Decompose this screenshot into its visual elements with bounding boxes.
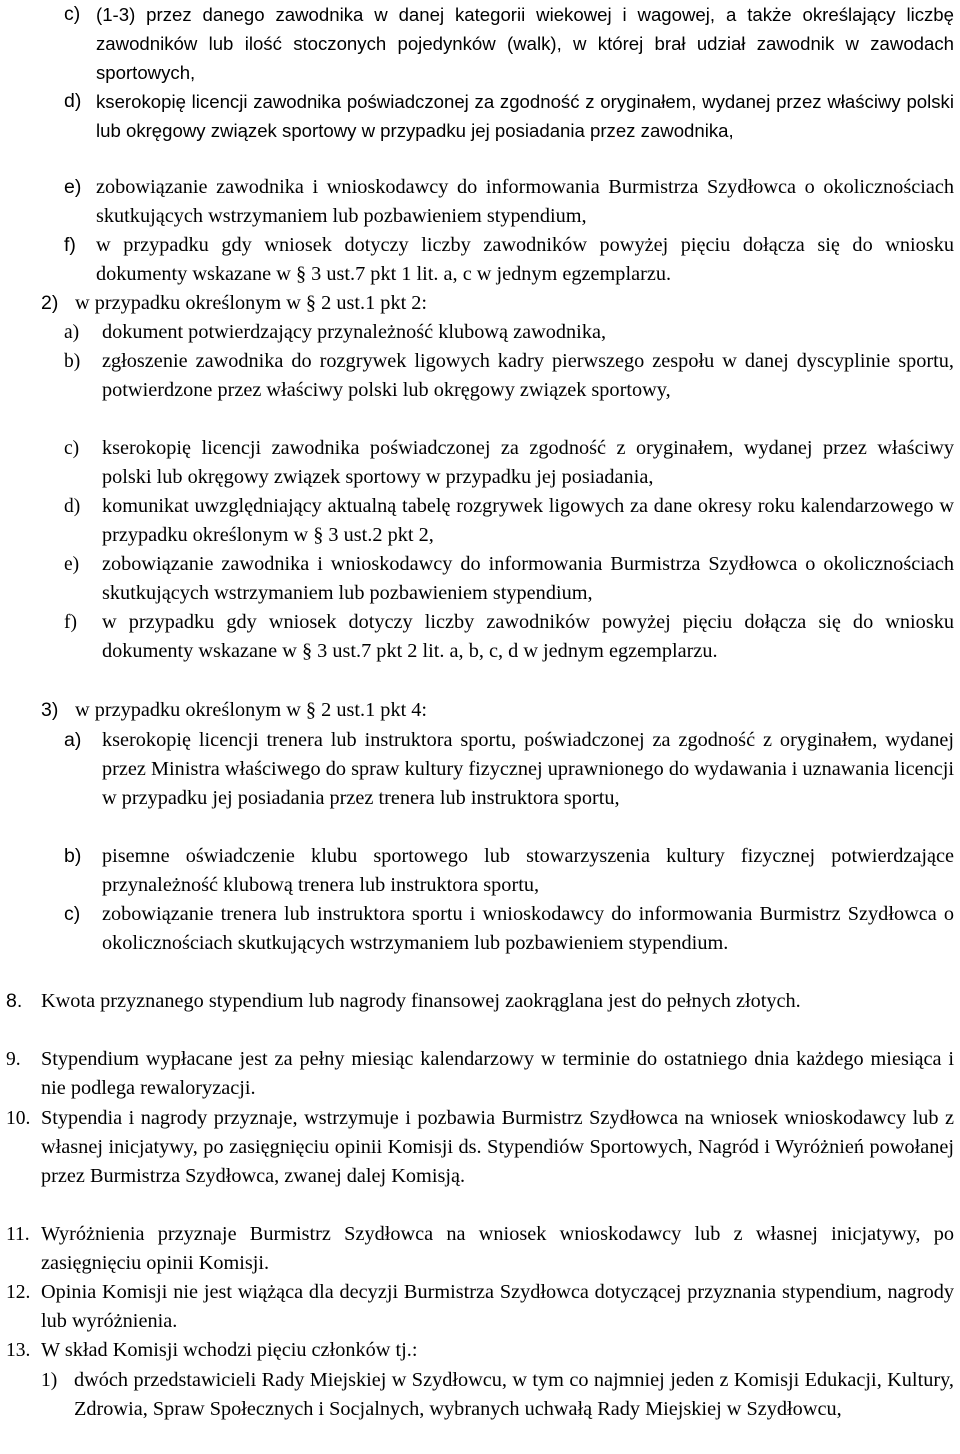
point-3-heading [41, 696, 954, 725]
item-text: w przypadku gdy wniosek dotyczy liczby zawodników powyżej pięciu dołącza się do wniosku dokumenty wskazane w § 3 ust.7 pkt 2 lit. a, b, c, d w jednym egzemplarzu. [102, 611, 954, 662]
point-2-heading [41, 289, 954, 318]
paragraph-number: 10. [6, 1108, 31, 1129]
item-marker: b) [64, 351, 81, 372]
item-marker: 1) [41, 1370, 58, 1391]
item-marker: b) [64, 845, 82, 867]
paragraph-13 [6, 1336, 954, 1365]
item-marker: f) [64, 612, 77, 633]
item-marker: c) [64, 438, 80, 459]
paragraph-13-item-1 [41, 1366, 954, 1424]
item-marker: c) [64, 903, 81, 925]
point-3-item-c [64, 900, 954, 958]
paragraph-text: Stypendium wypłacane jest za pełny miesiąc kalendarzowy w terminie do ostatniego dnia każdego miesiąca i nie podlega rewaloryzacji. [41, 1048, 954, 1099]
paragraph-number: 11. [6, 1224, 30, 1245]
point-marker: 2) [41, 292, 59, 314]
item-marker: a) [64, 322, 80, 343]
item-text: w przypadku gdy wniosek dotyczy liczby zawodników powyżej pięciu dołącza się do wniosku dokumenty wskazane w § 3 ust.7 pkt 1 lit. a, c w jednym egzemplarzu. [96, 234, 954, 285]
paragraph-text: W skład Komisji wchodzi pięciu członków tj.: [41, 1339, 418, 1361]
paragraph-12 [6, 1278, 954, 1336]
point-heading: w przypadku określonym w § 2 ust.1 pkt 2: [75, 292, 428, 314]
paragraph-10 [6, 1104, 954, 1191]
item-marker: c) [64, 3, 81, 25]
paragraph-8 [6, 987, 954, 1016]
item-marker: e) [64, 176, 82, 198]
point-2-item-a [64, 318, 954, 347]
item-text: komunikat uwzględniający aktualną tabelę rozgrywek ligowych za dane okresy roku kalendarzowego w przypadku określonym w § 3 ust.2 pkt 2, [102, 495, 954, 546]
item-marker: a) [64, 729, 82, 751]
item-text: (1-3) przez danego zawodnika w danej kategorii wiekowej i wagowej, a także określający liczbę zawodników lub ilość stoczonych pojedynków (walk), w której brał udział zawodnik w zawodach sportowych, [96, 4, 954, 83]
paragraph-number: 8. [6, 990, 23, 1012]
item-marker: d) [64, 90, 82, 112]
point-2-item-e [64, 550, 954, 608]
list-item-d [64, 87, 954, 145]
paragraph-text: Opinia Komisji nie jest wiążąca dla decyzji Burmistrza Szydłowca dotyczącej przyznania stypendium, nagrody lub wyróżnienia. [41, 1281, 954, 1332]
paragraph-text: Wyróżnienia przyznaje Burmistrz Szydłowca na wniosek wnioskodawcy lub z własnej inicjatywy, po zasięgnięciu opinii Komisji. [41, 1223, 954, 1274]
item-text: kserokopię licencji trenera lub instruktora sportu, poświadczonej za zgodność z oryginałem, wydanej przez Ministra właściwego do spraw kultury fizycznej uprawnionego do wydawania i uznawania licencji w przypadku jej posiadania przez trenera lub instruktora sportu, [102, 729, 954, 809]
paragraph-text: Stypendia i nagrody przyznaje, wstrzymuje i pozbawia Burmistrz Szydłowca na wniosek wnioskodawcy lub z własnej inicjatywy, po zasięgnięciu opinii Komisji ds. Stypendiów Sportowych, Nagród i Wyróżnień powołanej przez Burmistrza Szydłowca, zwanej dalej Komisją. [41, 1107, 954, 1187]
item-text: kserokopię licencji zawodnika poświadczonej za zgodność z oryginałem, wydanej przez właściwy polski lub okręgowy związek sportowy w przypadku jej posiadania, [102, 437, 954, 488]
point-2-item-d [64, 492, 954, 550]
paragraph-11 [6, 1220, 954, 1278]
paragraph-9 [6, 1045, 954, 1103]
list-item-f [64, 231, 954, 289]
item-text: zobowiązanie zawodnika i wnioskodawcy do informowania Burmistrza Szydłowca o okolicznościach skutkujących wstrzymaniem lub pozbawieniem stypendium, [102, 553, 954, 604]
paragraph-number: 12. [6, 1282, 31, 1303]
list-item-c [64, 0, 954, 87]
point-2-item-b [64, 347, 954, 405]
point-2-item-f [64, 608, 954, 666]
item-marker: f) [64, 234, 76, 256]
item-text: dwóch przedstawicieli Rady Miejskiej w Szydłowcu, w tym co najmniej jeden z Komisji Edukacji, Kultury, Zdrowia, Spraw Społecznych i Socjalnych, wybranych uchwałą Rady Miejskiej w Szydłowcu, [74, 1369, 954, 1420]
point-heading: w przypadku określonym w § 2 ust.1 pkt 4: [75, 699, 428, 721]
item-marker: d) [64, 496, 81, 517]
item-marker: e) [64, 554, 80, 575]
item-text: zobowiązanie zawodnika i wnioskodawcy do informowania Burmistrza Szydłowca o okolicznościach skutkujących wstrzymaniem lub pozbawieniem stypendium, [96, 176, 954, 227]
item-text: dokument potwierdzający przynależność klubową zawodnika, [102, 321, 607, 343]
point-3-item-b [64, 842, 954, 900]
point-3-item-a [64, 726, 954, 813]
list-item-e [64, 173, 954, 231]
point-2-item-c [64, 434, 954, 492]
item-text: zgłoszenie zawodnika do rozgrywek ligowych kadry pierwszego zespołu w danej dyscyplinie sportu, potwierdzone przez właściwy polski lub okręgowy związek sportowy, [102, 350, 954, 401]
item-text: kserokopię licencji zawodnika poświadczonej za zgodność z oryginałem, wydanej przez właściwy polski lub okręgowy związek sportowy w przypadku jej posiadania przez zawodnika, [96, 91, 954, 141]
paragraph-text: Kwota przyznanego stypendium lub nagrody finansowej zaokrąglana jest do pełnych złotych. [41, 990, 801, 1012]
item-text: zobowiązanie trenera lub instruktora sportu i wnioskodawcy do informowania Burmistrz Szydłowca o okolicznościach skutkujących wstrzymaniem lub pozbawieniem stypendium. [102, 903, 954, 954]
paragraph-number: 9. [6, 1049, 21, 1070]
paragraph-number: 13. [6, 1340, 31, 1361]
item-text: pisemne oświadczenie klubu sportowego lub stowarzyszenia kultury fizycznej potwierdzające przynależność klubową trenera lub instruktora sportu, [102, 845, 954, 896]
point-marker: 3) [41, 699, 59, 721]
